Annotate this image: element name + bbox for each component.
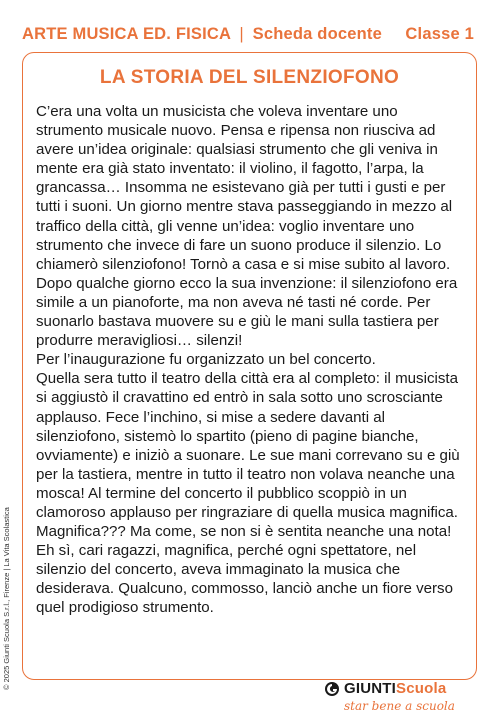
- subjects-label: ARTE MUSICA ED. FISICA: [22, 25, 231, 43]
- brand-tagline: star bene a scuola: [344, 699, 455, 713]
- story-paragraph: Per l’inaugurazione fu organizzato un bel concerto.: [36, 351, 376, 369]
- story-paragraph: Quella sera tutto il teatro della città era al completo: il musicista si aggiustò il cravattino ed entrò in sala sotto uno scrosciante applauso. Fece l’inchino, si mise a sedere davanti al silenziofono, sistemò lo spartito (pieno di pagine bianche, ovviamente) e iniziò a suonare. Le sue mani correvano su e giù per la tastiera, mentre in tutto il teatro non volava neanche una mosca! Al termine del concerto il pubblico scoppiò in un clamoroso applauso per ringraziare di quella musica magnifica. Magnifica??? Ma come, se non si è sentita neanche una nota! Eh sì, cari ragazzi, magnifica, perché ogni spettatore, nel silenzio del concerto, aveva immaginato la musica che desiderava. Qualcuno, commosso, lanciò anche un fiore verso quel prodigioso strumento.: [36, 370, 460, 617]
- sheet-type-label: Scheda docente: [252, 25, 382, 43]
- story-body: [36, 102, 466, 618]
- giunti-logo-icon: [324, 681, 340, 697]
- story-title: LA STORIA DEL SILENZIOFONO: [99, 67, 400, 88]
- brand-name: [344, 680, 446, 697]
- header-separator: |: [239, 25, 244, 43]
- brand-main: GIUNTI: [344, 680, 397, 697]
- publisher-logo: [324, 680, 474, 718]
- copyright-notice: © 2025 Giunti Scuola S.r.l., Firenze | La Vita Scolastica: [2, 507, 11, 690]
- story-card: [22, 52, 477, 680]
- brand-sub: Scuola: [396, 680, 447, 697]
- class-label: Classe 1: [405, 25, 474, 43]
- story-paragraph: C’era una volta un musicista che voleva inventare uno strumento musicale nuovo. Pensa e ripensa non riusciva ad avere un’idea originale: qualsiasi strumento che gli veniva in mente era già stato inventato: il violino, il fagotto, l’arpa, la grancassa… Insomma ne esistevano già per tutti i gusti e per tutti i suoni. Un giorno mentre stava passeggiando in mezzo al traffico della città, gli venne un’idea: voglio inventare uno strumento che invece di fare un suono produce il silenzio. Lo chiamerò silenziofono! Tornò a casa e si mise subito al lavoro. Dopo qualche giorno ecco la sua invenzione: il silenziofono era simile a un pianoforte, ma non aveva né tasti né corde. Per suonarlo bastava muovere su e giù le mani sulla tastiera per produrre meravigliosi… silenzi!: [36, 103, 458, 350]
- page-header: [22, 25, 482, 47]
